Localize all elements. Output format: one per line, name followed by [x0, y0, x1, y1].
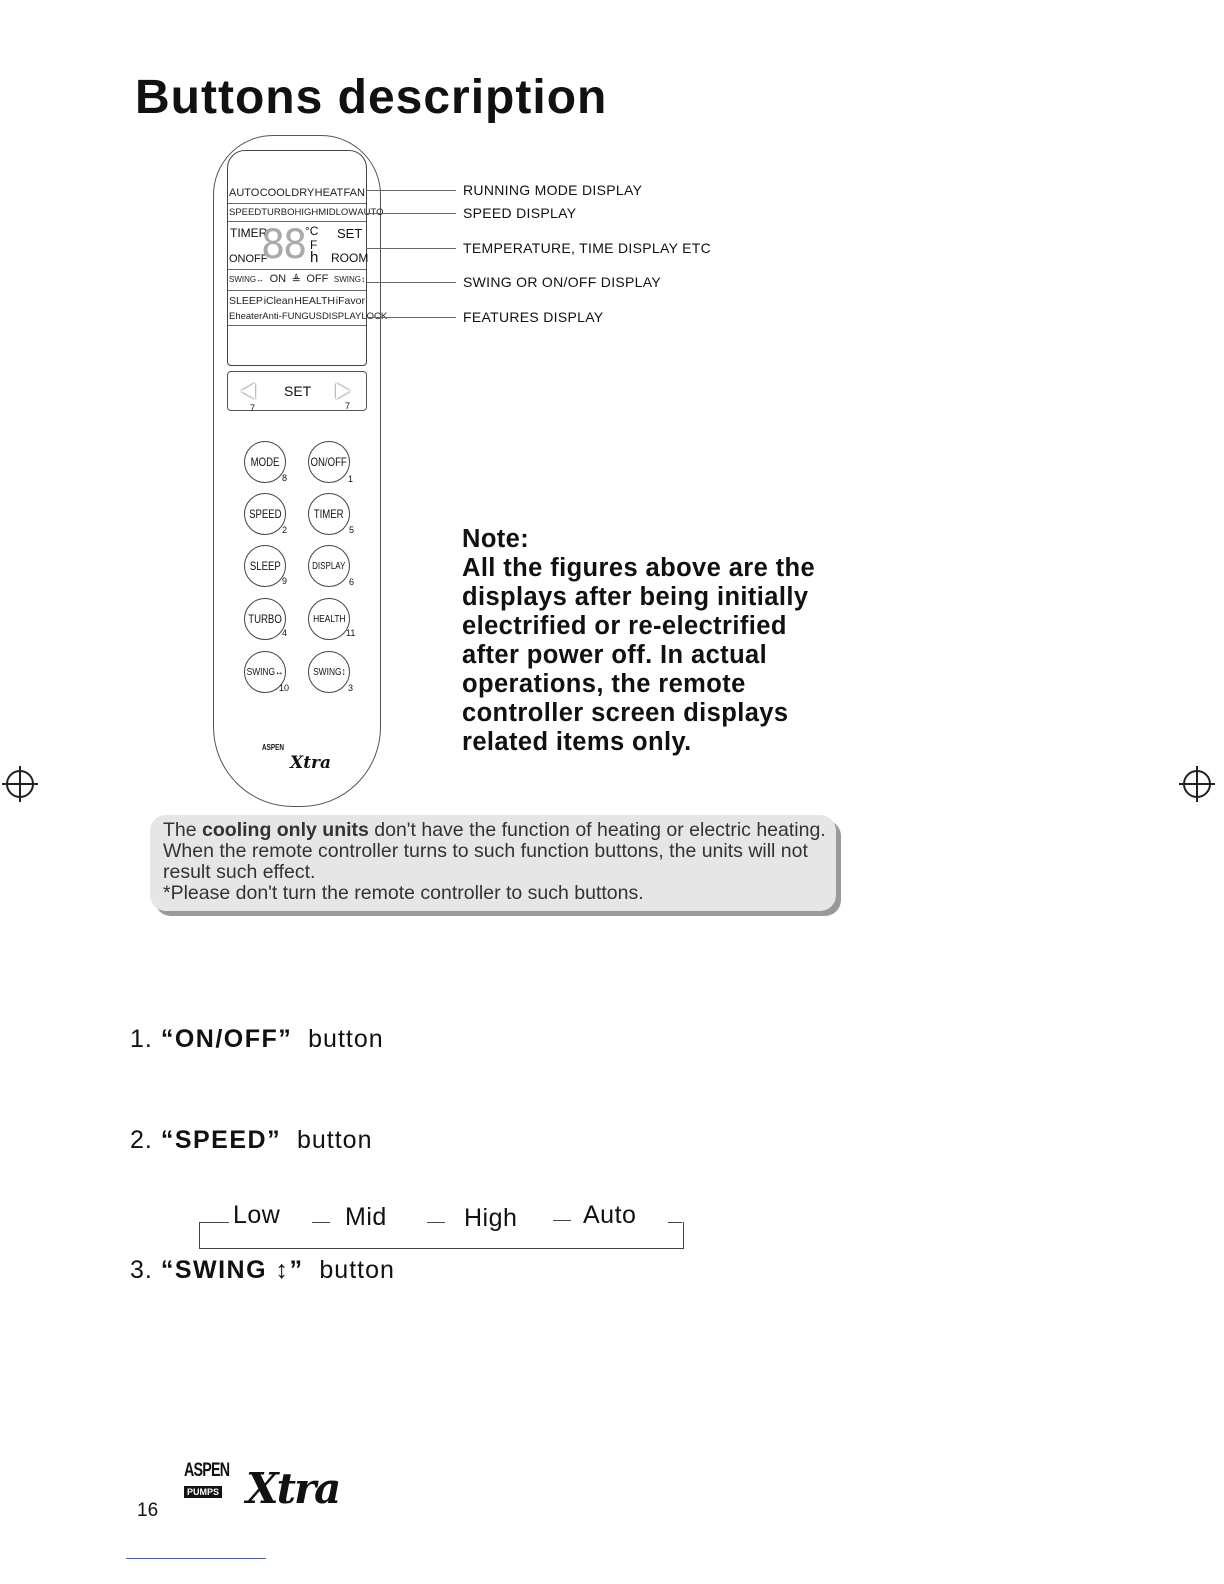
lcd-speed-row: [229, 207, 384, 218]
close-quote: ”: [267, 1126, 282, 1154]
remote-logo-xtra: Xtra: [290, 753, 332, 773]
callout-features: FEATURES DISPLAY: [463, 309, 604, 325]
callout-leader: [366, 282, 456, 283]
remote-logo-brand: ASPEN: [262, 743, 285, 752]
footer-product-logo: Xtra: [246, 1464, 340, 1513]
lcd-feature-sleep: SLEEP: [229, 295, 263, 307]
section-name: ON/OFF: [174, 1025, 279, 1053]
flow-arrow: [553, 1220, 571, 1221]
page-title: Buttons description: [135, 71, 608, 124]
flow-arrow: [427, 1222, 445, 1223]
display-button[interactable]: [308, 545, 350, 587]
lcd-divider: [228, 325, 366, 326]
lcd-mode-fan: FAN: [343, 187, 365, 199]
flow-arrow: [668, 1222, 682, 1223]
onoff-button[interactable]: [308, 441, 350, 483]
lcd-speed-mid: MID: [318, 207, 336, 218]
turbo-button-label: TURBO: [248, 612, 282, 626]
section-number: 3.: [130, 1256, 153, 1284]
swing-vertical-glyph: ↕: [275, 1256, 290, 1284]
info-prefix: The: [163, 819, 203, 841]
lcd-swing-row: [229, 273, 365, 286]
lcd-room-label: ROOM: [331, 251, 369, 265]
mode-button-label: MODE: [250, 455, 280, 469]
lcd-feature-antifungus: Anti-FUNGUS: [262, 311, 322, 322]
info-rest: don't have the function of heating or electric heating. When the remote controller turns to such function buttons, the units will not result such effect.: [163, 819, 826, 883]
mode-button-number: 8: [282, 473, 288, 483]
onoff-button-number: 1: [348, 474, 354, 484]
lcd-feature-iclean: iClean: [263, 295, 294, 307]
lcd-seven-segment-digits: 88: [261, 222, 306, 268]
speed-button-number: 2: [282, 525, 288, 535]
swing-horizontal-button-label: SWING↔: [246, 666, 284, 678]
note-block: [462, 525, 822, 757]
lcd-off: OFF: [306, 273, 329, 285]
remote-logo: [262, 743, 332, 783]
turbo-button[interactable]: [244, 598, 286, 640]
sleep-button[interactable]: [244, 545, 286, 587]
callout-leader: [366, 190, 456, 191]
speed-mid: Mid: [345, 1203, 387, 1231]
health-button[interactable]: [308, 598, 350, 640]
lcd-set-label: SET: [337, 226, 363, 241]
lcd-swing-vertical: SWING↕: [333, 275, 365, 284]
section-name: SPEED: [174, 1126, 268, 1154]
lcd-mode-cool: COOL: [259, 187, 291, 199]
footer-brand-sub: PUMPS: [184, 1486, 222, 1498]
sleep-button-label: SLEEP: [249, 559, 281, 573]
lcd-features-row-1: [229, 295, 365, 307]
section-onoff-heading: [130, 1025, 384, 1054]
flow-arrow: [199, 1222, 229, 1223]
timer-button-number: 5: [349, 525, 355, 535]
timer-button-label: TIMER: [314, 507, 344, 521]
lcd-speed-turbo: TURBO: [261, 207, 295, 218]
callout-running-mode: RUNNING MODE DISPLAY: [463, 182, 643, 198]
callout-leader: [366, 317, 456, 318]
section-speed-heading: [130, 1126, 373, 1155]
lcd-lock-symbol: ≜: [291, 274, 301, 286]
section-number: 2.: [130, 1126, 153, 1154]
lcd-feature-eheater: Eheater: [229, 311, 263, 322]
callout-leader: [366, 248, 456, 249]
onoff-button-label: ON/OFF: [310, 455, 348, 469]
open-quote: “: [160, 1126, 175, 1154]
timer-button[interactable]: [308, 493, 350, 535]
speed-low: Low: [233, 1201, 281, 1229]
lcd-divider: [228, 269, 366, 270]
lcd-swing-horizontal: SWING↔: [229, 275, 265, 284]
info-bold: cooling only units: [202, 819, 369, 841]
lcd-speed-label: SPEED: [229, 207, 262, 218]
speed-high: High: [464, 1204, 518, 1232]
set-left-number: 7: [250, 403, 256, 413]
lcd-divider: [228, 203, 366, 204]
callout-speed: SPEED DISPLAY: [463, 205, 577, 221]
right-arrow-icon[interactable]: [336, 383, 350, 399]
note-body: All the figures above are the displays after being initially electrified or re-electrified after power off. In actual operations, the remote controller screen displays related items only.: [462, 554, 816, 756]
lcd-mode-auto: AUTO: [229, 187, 260, 199]
lcd-divider: [228, 290, 366, 291]
section-suffix: button: [319, 1256, 395, 1284]
footer-divider: [126, 1558, 266, 1559]
left-arrow-icon[interactable]: [241, 383, 255, 399]
speed-button[interactable]: [244, 493, 286, 535]
section-suffix: button: [296, 1126, 373, 1154]
set-right-number: 7: [345, 401, 351, 411]
section-suffix: button: [308, 1025, 384, 1053]
swing-vertical-button-label: SWING↕: [312, 666, 346, 678]
lcd-feature-ifavor: iFavor: [335, 295, 365, 307]
lcd-on: ON: [269, 273, 287, 285]
open-quote: “: [160, 1256, 175, 1284]
callout-leader: [366, 213, 456, 214]
lcd-unit-fahrenheit: F: [310, 238, 318, 252]
footer-logo: [184, 1460, 340, 1513]
lcd-unit-celsius: °C: [305, 224, 319, 238]
mode-button[interactable]: [244, 441, 286, 483]
close-quote: ”: [278, 1025, 293, 1053]
note-heading: Note:: [462, 525, 530, 553]
swing-horizontal-button-number: 10: [279, 683, 290, 693]
lcd-speed-high: HIGH: [294, 207, 319, 218]
footer-brand: ASPEN: [184, 1460, 230, 1481]
flow-arrow: [312, 1222, 330, 1223]
lcd-feature-display: DISPLAY: [321, 311, 362, 322]
lcd-features-row-2: [229, 311, 388, 322]
callout-swing-onoff: SWING OR ON/OFF DISPLAY: [463, 274, 661, 290]
open-quote: “: [160, 1025, 175, 1053]
registration-mark-icon: [1183, 770, 1211, 798]
info-callout-text: [163, 820, 843, 904]
set-button-label: SET: [284, 383, 312, 399]
lcd-mode-heat: HEAT: [314, 187, 344, 199]
lcd-timer-label: TIMER: [230, 226, 268, 240]
display-button-number: 6: [349, 577, 355, 587]
speed-button-label: SPEED: [248, 507, 282, 521]
section-name: SWING: [174, 1256, 268, 1284]
lcd-feature-health: HEALTH: [294, 295, 335, 307]
lcd-mode-row: [229, 187, 365, 199]
page-number: 16: [137, 1500, 159, 1521]
section-number: 1.: [130, 1025, 153, 1053]
health-button-label: HEALTH: [312, 613, 346, 625]
lcd-onoff-label: ONOFF: [229, 253, 268, 265]
health-button-number: 11: [346, 628, 356, 638]
swing-vertical-button-number: 3: [348, 683, 354, 693]
swing-vertical-button[interactable]: [308, 651, 350, 693]
lcd-feature-lock: LOCK: [361, 311, 388, 322]
callout-temperature: TEMPERATURE, TIME DISPLAY ETC: [463, 240, 712, 256]
lcd-speed-auto: AUTO: [357, 207, 384, 218]
display-button-label: DISPLAY: [312, 560, 346, 572]
registration-mark-icon: [6, 770, 34, 798]
info-warning: *Please don't turn the remote controller to such buttons.: [163, 882, 644, 904]
lcd-speed-low: LOW: [335, 207, 358, 218]
lcd-mode-dry: DRY: [291, 187, 315, 199]
speed-auto: Auto: [583, 1201, 637, 1229]
section-swing-heading: [130, 1256, 395, 1285]
turbo-button-number: 4: [282, 628, 288, 638]
sleep-button-number: 9: [282, 576, 288, 586]
lcd-unit-hour: h: [310, 249, 319, 266]
close-quote: ”: [289, 1256, 304, 1284]
